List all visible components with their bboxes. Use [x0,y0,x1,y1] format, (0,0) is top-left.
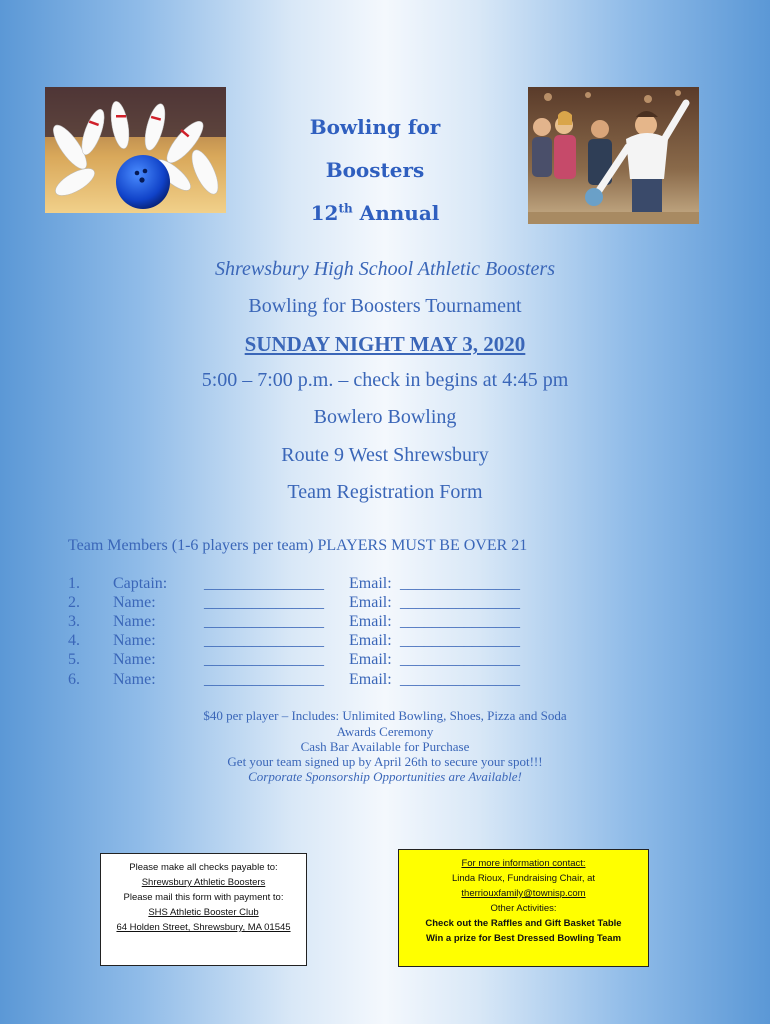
name-blank[interactable]: _______________ [204,632,324,649]
row-number: 2. [68,594,80,611]
name-blank[interactable]: _______________ [204,671,324,688]
event-date: SUNDAY NIGHT MAY 3, 2020 [244,332,526,356]
title-line-2: Boosters [325,158,425,182]
row-number: 3. [68,613,80,630]
form-title: Team Registration Form [287,481,483,503]
email-label: Email: [349,632,392,649]
bowlers-photo [528,87,699,224]
email-label: Email: [349,651,392,668]
contact-name: Linda Rioux, Fundraising Chair, at [451,873,596,884]
row-number: 4. [68,632,80,649]
name-blank[interactable]: _______________ [204,594,324,611]
contact-info-box [398,849,649,967]
anniversary-label: Annual [352,201,440,225]
bar-info: Cash Bar Available for Purchase [300,739,470,754]
roster-heading: Team Members (1-6 players per team) PLAYERS MUST BE OVER 21 [68,537,528,554]
email-blank[interactable]: _______________ [400,613,520,630]
mail-instructions: Please mail this form with payment to: [123,892,284,903]
bowling-pins-illustration [45,87,226,213]
tournament-name: Bowling for Boosters Tournament [248,295,522,317]
contact-email-link[interactable]: therriouxfamily@townisp.com [461,888,586,899]
row-role: Name: [113,613,156,630]
email-label: Email: [349,575,392,592]
name-blank[interactable]: _______________ [204,575,324,592]
email-label: Email: [349,594,392,611]
contact-heading: For more information contact: [461,858,586,869]
row-role: Name: [113,632,156,649]
awards-info: Awards Ceremony [336,724,434,739]
row-role: Name: [113,671,156,688]
email-blank[interactable]: _______________ [400,671,520,688]
anniversary-number: 12 [310,201,339,225]
row-role: Captain: [113,575,168,592]
price-info: $40 per player – Includes: Unlimited Bowling, Shoes, Pizza and Soda [203,708,567,723]
mail-address: 64 Holden Street, Shrewsbury, MA 01545 [116,922,291,933]
venue-address: Route 9 West Shrewsbury [281,444,489,466]
title-line-1: Bowling for [309,115,441,139]
activities-heading: Other Activities: [490,903,557,914]
payable-to-label: Please make all checks payable to: [129,862,278,873]
bowlers-illustration [528,87,699,224]
name-blank[interactable]: _______________ [204,651,324,668]
venue-name: Bowlero Bowling [313,406,457,428]
payee-name: Shrewsbury Athletic Boosters [141,877,266,888]
email-blank[interactable]: _______________ [400,651,520,668]
row-number: 6. [68,671,80,688]
row-number: 5. [68,651,80,668]
signup-deadline: Get your team signed up by April 26th to secure your spot!!! [227,754,543,769]
anniversary-suffix: th [338,201,353,216]
email-label: Email: [349,613,392,630]
title-line-3 [250,201,500,225]
best-dressed-info: Win a prize for Best Dressed Bowling Team [425,933,622,944]
email-blank[interactable]: _______________ [400,632,520,649]
row-role: Name: [113,594,156,611]
email-label: Email: [349,671,392,688]
event-time: 5:00 – 7:00 p.m. – check in begins at 4:45 pm [201,369,569,391]
organization-name: Shrewsbury High School Athletic Boosters [215,258,555,280]
sponsorship-note: Corporate Sponsorship Opportunities are Available! [248,769,522,784]
mail-recipient: SHS Athletic Booster Club [148,907,259,918]
row-number: 1. [68,575,80,592]
bowling-pins-photo [45,87,226,213]
email-blank[interactable]: _______________ [400,594,520,611]
name-blank[interactable]: _______________ [204,613,324,630]
email-blank[interactable]: _______________ [400,575,520,592]
payment-instructions-box [100,853,307,966]
raffle-info: Check out the Raffles and Gift Basket Table [425,918,622,929]
row-role: Name: [113,651,156,668]
